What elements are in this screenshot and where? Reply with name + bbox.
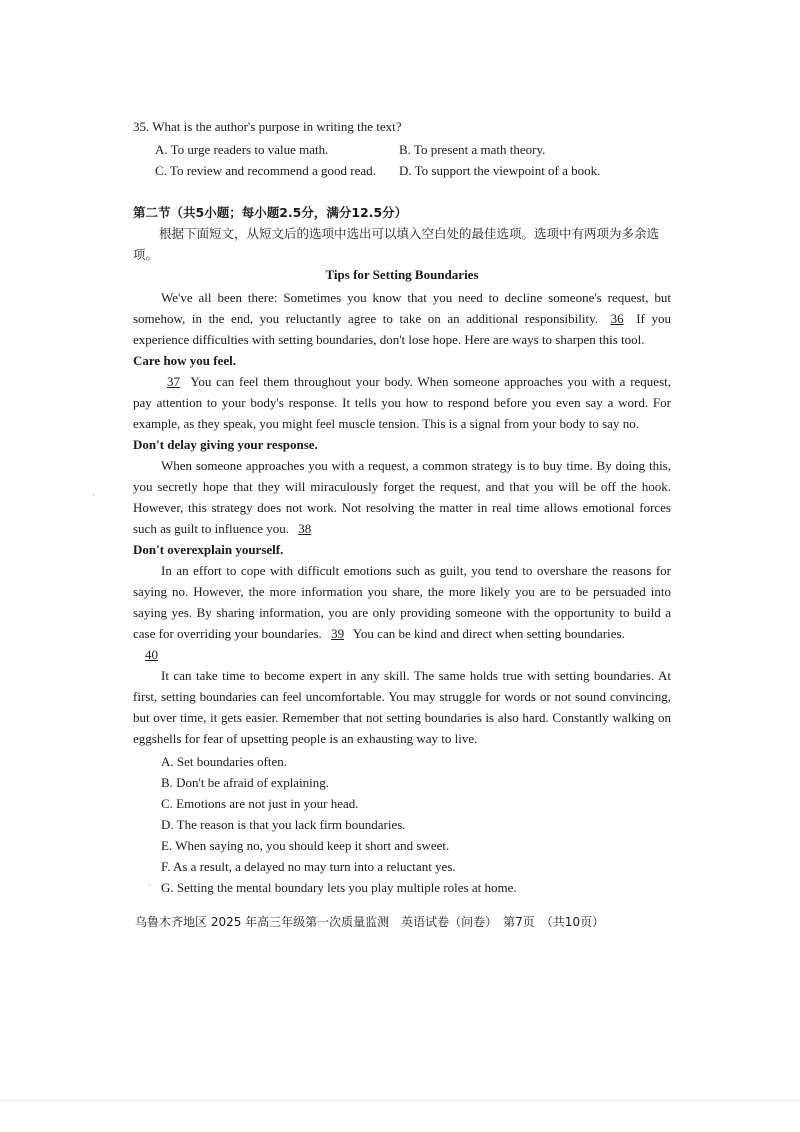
paragraph-4: It can take time to become expert in any skill. The same holds true with setting boundaries. At first, setting boundaries can feel uncomfortable. You may struggle for words or not sound convincing, but over time, it gets easier. Remember that not setting boundaries is also hard. Constantly walking on eggshells for fear of upsetting people is an exhausting way to live.: [133, 668, 671, 746]
article: [133, 264, 671, 898]
scan-speck-1: ·: [92, 491, 95, 501]
paragraph-3-text-before: In an effort to cope with difficult emotions such as guilt, you tend to overshare the reasons for saying no. However, the more information you share, the more likely you are to be persuaded into saying yes. By sharing information, you are only providing someone with the opportunity to build a case for overriding your boundaries.: [133, 563, 671, 641]
choice-c: C. Emotions are not just in your head.: [161, 796, 359, 811]
choice-a: A. Set boundaries often.: [161, 754, 288, 769]
section-2-header: [133, 202, 673, 265]
question-35-options-row-2: [133, 160, 673, 181]
question-35: [133, 116, 673, 181]
question-35-options-row-1: [133, 139, 673, 160]
heading-dont-delay: Don't delay giving your response.: [133, 437, 318, 452]
blank-40: 40: [145, 647, 158, 662]
option-a: A. To urge readers to value math.: [155, 142, 329, 157]
paragraph-2-text: When someone approaches you with a request, a common strategy is to buy time. By doing this, you secretly hope that they will miraculously forget the request, and that you will be off the hook. However, this strategy does not work. Not resolving the matter in real time allows emotional forces such as guilt to influence you.: [133, 458, 671, 536]
blank-40-line: [133, 644, 671, 665]
choice-g: G. Setting the mental boundary lets you play multiple roles at home.: [161, 880, 517, 895]
choice-f: F. As a result, a delayed no may turn into a reluctant yes.: [161, 859, 456, 874]
page-footer: 乌鲁木齐地区 2025 年高三年级第一次质量监测 英语试卷（问卷） 第7页 （共10页）: [135, 915, 605, 929]
paragraph-1-text: You can feel them throughout your body. When someone approaches you with a request, pay attention to your body's response. It tells you how to respond before you even say a word. For example, as they speak, you might feel muscle tension. This is a signal from your body to say no.: [133, 374, 671, 431]
blank-36: 36: [610, 311, 624, 326]
paragraph-3: [133, 560, 671, 644]
paragraph-3-text-after: You can be kind and direct when setting boundaries.: [352, 626, 625, 641]
option-d: D. To support the viewpoint of a book.: [399, 163, 601, 178]
heading-dont-overexplain: Don't overexplain yourself.: [133, 542, 284, 557]
section-2-instruction: 根据下面短文，从短文后的选项中选出可以填入空白处的最佳选项。选项中有两项为多余选项。: [133, 226, 660, 262]
choice-list: [133, 751, 671, 898]
choice-d: D. The reason is that you lack firm boundaries.: [161, 817, 406, 832]
choice-e: E. When saying no, you should keep it short and sweet.: [161, 838, 450, 853]
scan-speck-2: ·: [148, 881, 151, 891]
heading-care-how-you-feel: Care how you feel.: [133, 353, 237, 368]
blank-38: 38: [298, 521, 312, 536]
paragraph-2: [133, 455, 671, 539]
option-c: C. To review and recommend a good read.: [155, 163, 376, 178]
intro-text-before: We've all been there: Sometimes you know that you need to decline someone's request, but somehow, in the end, you reluctantly agree to take on an additional responsibility.: [133, 290, 671, 326]
paragraph-1: [133, 371, 671, 434]
scan-edge-line: [0, 1100, 800, 1101]
article-title: Tips for Setting Boundaries: [325, 267, 479, 282]
question-35-stem: 35. What is the author's purpose in writing the text?: [133, 119, 402, 134]
intro-text-after: If you experience difficulties with setting boundaries, don't lose hope. Here are ways to sharpen this tool.: [133, 311, 671, 347]
article-intro: [133, 287, 671, 350]
choice-b: B. Don't be afraid of explaining.: [161, 775, 330, 790]
option-b: B. To present a math theory.: [399, 142, 546, 157]
section-2-title: 第二节（共5小题；每小题2.5分，满分12.5分）: [133, 205, 408, 220]
blank-37: 37: [167, 374, 180, 389]
blank-39: 39: [331, 626, 345, 641]
